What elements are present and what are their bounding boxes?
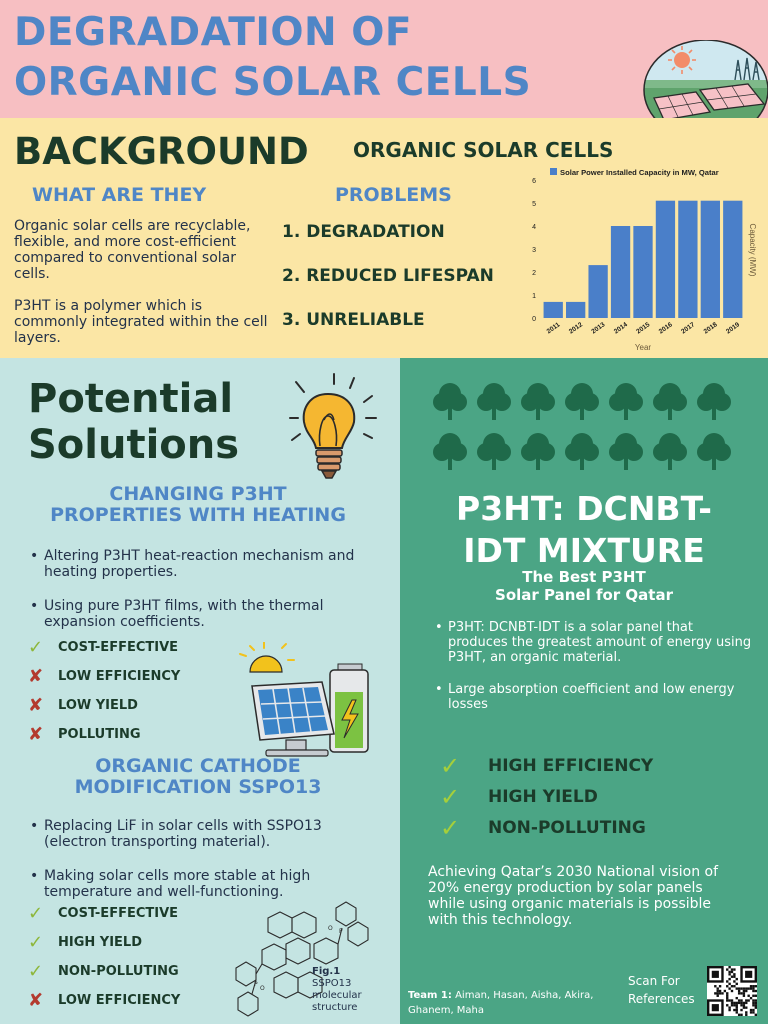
legend-swatch xyxy=(550,168,557,175)
potential-solutions-title xyxy=(28,376,278,468)
tree-icon xyxy=(609,383,643,420)
cross-icon: ✘ xyxy=(28,695,44,716)
figure-label: Fig.1 xyxy=(312,966,341,977)
chart-bar xyxy=(566,302,585,318)
ps-title-line2: Solutions xyxy=(28,422,240,468)
problems-heading: PROBLEMS xyxy=(335,184,452,206)
background-section xyxy=(0,118,768,358)
y-axis-label: Capacity (MW) xyxy=(748,223,757,277)
y-tick-label: 6 xyxy=(532,178,536,185)
poster-title-line1: DEGRADATION OF xyxy=(14,10,413,55)
evaluation-label: LOW YIELD xyxy=(58,698,138,713)
evaluation-item xyxy=(28,986,180,1015)
cathode-bullet: • Replacing LiF in solar cells with SSPO13 (electron transporting material). xyxy=(28,818,378,850)
benefit-item xyxy=(440,781,653,812)
heating-heading xyxy=(0,484,396,526)
svg-text:O: O xyxy=(328,925,333,932)
p3ht-title xyxy=(400,488,768,572)
evaluation-item xyxy=(28,691,180,720)
vision-statement: Achieving Qatar’s 2030 National vision of 20% energy production by solar panels while using organic materials is possible with this technology. xyxy=(428,864,719,928)
chart-bar xyxy=(656,201,675,318)
p3ht-subtitle-line2: Solar Panel for Qatar xyxy=(495,586,673,604)
tree-icon xyxy=(477,383,511,420)
check-icon: ✓ xyxy=(440,813,461,842)
evaluation-label: NON-POLLUTING xyxy=(58,964,179,979)
check-icon: ✓ xyxy=(28,637,44,658)
trees-icon xyxy=(430,380,740,480)
figure-caption-text: SSPO13 molecular structure xyxy=(312,978,362,1013)
background-title: BACKGROUND xyxy=(14,130,309,173)
qr-code-icon[interactable] xyxy=(707,966,757,1016)
tree-icon xyxy=(653,383,687,420)
potential-solutions-panel xyxy=(0,358,400,1024)
evaluation-item xyxy=(28,957,180,986)
cathode-heading-line1: ORGANIC CATHODE xyxy=(95,755,301,777)
poster-title-line2: ORGANIC SOLAR CELLS xyxy=(14,60,532,105)
evaluation-label: HIGH YIELD xyxy=(58,935,142,950)
check-icon: ✓ xyxy=(28,932,44,953)
x-tick-label: 2013 xyxy=(590,321,607,336)
cathode-bullets xyxy=(28,818,378,900)
benefit-label: NON-POLLUTING xyxy=(488,817,646,838)
evaluation-item xyxy=(28,633,180,662)
chart-bar xyxy=(678,201,697,318)
p3ht-benefits-list xyxy=(440,750,653,843)
team-label: Team 1: xyxy=(408,990,452,1001)
x-tick-label: 2014 xyxy=(612,321,629,336)
background-subtitle: ORGANIC SOLAR CELLS xyxy=(353,138,614,162)
what-paragraph-1: Organic solar cells are recyclable, flexible, and more cost-efficient compared to conventional solar cells. xyxy=(14,218,251,282)
chart-bar xyxy=(544,302,563,318)
chart-bar xyxy=(633,226,652,318)
cathode-heading-line2: MODIFICATION SSPO13 xyxy=(74,776,322,798)
tree-icon xyxy=(477,433,511,470)
svg-text:P: P xyxy=(254,981,258,988)
chart-bar xyxy=(611,226,630,318)
cathode-evaluation-list xyxy=(28,899,180,1015)
tree-icon xyxy=(433,383,467,420)
y-tick-label: 5 xyxy=(532,201,536,208)
problem-item: 1. DEGRADATION xyxy=(282,222,445,242)
x-tick-label: 2015 xyxy=(635,321,652,336)
tree-icon xyxy=(697,383,731,420)
cross-icon: ✘ xyxy=(28,724,44,745)
svg-text:P: P xyxy=(339,928,343,935)
x-tick-label: 2019 xyxy=(725,321,742,336)
check-icon: ✓ xyxy=(440,782,461,811)
y-tick-label: 1 xyxy=(532,293,536,300)
evaluation-item xyxy=(28,720,180,749)
tree-icon xyxy=(565,383,599,420)
team-members: Aiman, Hasan, Aisha, Akira, Ghanem, Maha xyxy=(408,990,594,1016)
x-tick-label: 2016 xyxy=(657,321,674,336)
chart-bar xyxy=(701,201,720,318)
evaluation-label: POLLUTING xyxy=(58,727,141,742)
x-axis-label: Year xyxy=(634,343,652,352)
evaluation-label: COST-EFFECTIVE xyxy=(58,906,179,921)
check-icon: ✓ xyxy=(440,751,461,780)
y-tick-label: 4 xyxy=(532,224,536,231)
team-credits xyxy=(408,988,608,1018)
heating-heading-line2: PROPERTIES WITH HEATING xyxy=(50,504,346,526)
poster-title xyxy=(14,8,614,108)
p3ht-bullet: • Large absorption coefficient and low energy losses xyxy=(434,682,754,712)
heating-evaluation-list xyxy=(28,633,180,749)
p3ht-panel xyxy=(400,358,768,1024)
benefit-item xyxy=(440,812,653,843)
cathode-bullet: • Making solar cells more stable at high temperature and well-functioning. xyxy=(28,868,378,900)
svg-text:O: O xyxy=(260,985,265,992)
problems-list xyxy=(282,222,522,354)
evaluation-item xyxy=(28,899,180,928)
evaluation-item xyxy=(28,928,180,957)
evaluation-label: LOW EFFICIENCY xyxy=(58,669,181,684)
chart-bar xyxy=(588,265,607,318)
tree-icon xyxy=(521,433,555,470)
p3ht-subtitle xyxy=(400,568,768,604)
evaluation-item xyxy=(28,662,180,691)
x-tick-label: 2011 xyxy=(545,321,562,336)
p3ht-title-line2: IDT MIXTURE xyxy=(463,531,705,570)
cross-icon: ✘ xyxy=(28,990,44,1011)
tree-icon xyxy=(697,433,731,470)
heating-heading-line1: CHANGING P3HT xyxy=(109,483,287,505)
p3ht-title-line1: P3HT: DCNBT- xyxy=(456,489,712,528)
legend-label: Solar Power Installed Capacity in MW, Qatar xyxy=(560,168,719,177)
heating-bullets xyxy=(28,548,378,630)
benefit-item xyxy=(440,750,653,781)
ps-title-line1: Potential xyxy=(28,376,234,422)
tree-icon xyxy=(653,433,687,470)
cross-icon: ✘ xyxy=(28,666,44,687)
tree-icon xyxy=(521,383,555,420)
x-tick-label: 2018 xyxy=(702,321,719,336)
header-banner xyxy=(0,0,768,118)
solar-capacity-chart xyxy=(522,166,762,356)
benefit-label: HIGH EFFICIENCY xyxy=(488,755,654,776)
problem-item: 3. UNRELIABLE xyxy=(282,310,425,330)
scan-references-label: Scan For References xyxy=(628,974,695,1006)
check-icon: ✓ xyxy=(28,961,44,982)
tree-icon xyxy=(433,433,467,470)
solar-panel-battery-icon xyxy=(238,642,373,757)
y-tick-label: 3 xyxy=(532,247,536,254)
y-tick-label: 0 xyxy=(532,316,536,323)
evaluation-label: COST-EFFECTIVE xyxy=(58,640,179,655)
x-tick-label: 2012 xyxy=(567,321,584,336)
lightbulb-icon xyxy=(284,372,384,492)
what-are-they-text xyxy=(14,218,269,346)
tree-icon xyxy=(609,433,643,470)
heating-bullet: • Altering P3HT heat-reaction mechanism and heating properties. xyxy=(28,548,378,580)
x-tick-label: 2017 xyxy=(680,321,697,336)
cathode-heading xyxy=(0,756,396,798)
what-paragraph-2: P3HT is a polymer which is commonly integrated within the cell layers. xyxy=(14,298,268,346)
evaluation-label: LOW EFFICIENCY xyxy=(58,993,181,1008)
problem-item: 2. REDUCED LIFESPAN xyxy=(282,266,494,286)
what-are-they-heading: WHAT ARE THEY xyxy=(32,184,207,206)
heating-bullet: • Using pure P3HT films, with the thermal expansion coefficients. xyxy=(28,598,378,630)
y-tick-label: 2 xyxy=(532,270,536,277)
tree-icon xyxy=(565,433,599,470)
p3ht-bullets xyxy=(434,620,754,712)
benefit-label: HIGH YIELD xyxy=(488,786,598,807)
p3ht-bullet: • P3HT: DCNBT-IDT is a solar panel that produces the greatest amount of energy using P3HT, an organic material. xyxy=(434,620,754,665)
check-icon: ✓ xyxy=(28,903,44,924)
p3ht-subtitle-line1: The Best P3HT xyxy=(522,568,646,586)
figure-caption xyxy=(312,966,398,1014)
chart-bar xyxy=(723,201,742,318)
